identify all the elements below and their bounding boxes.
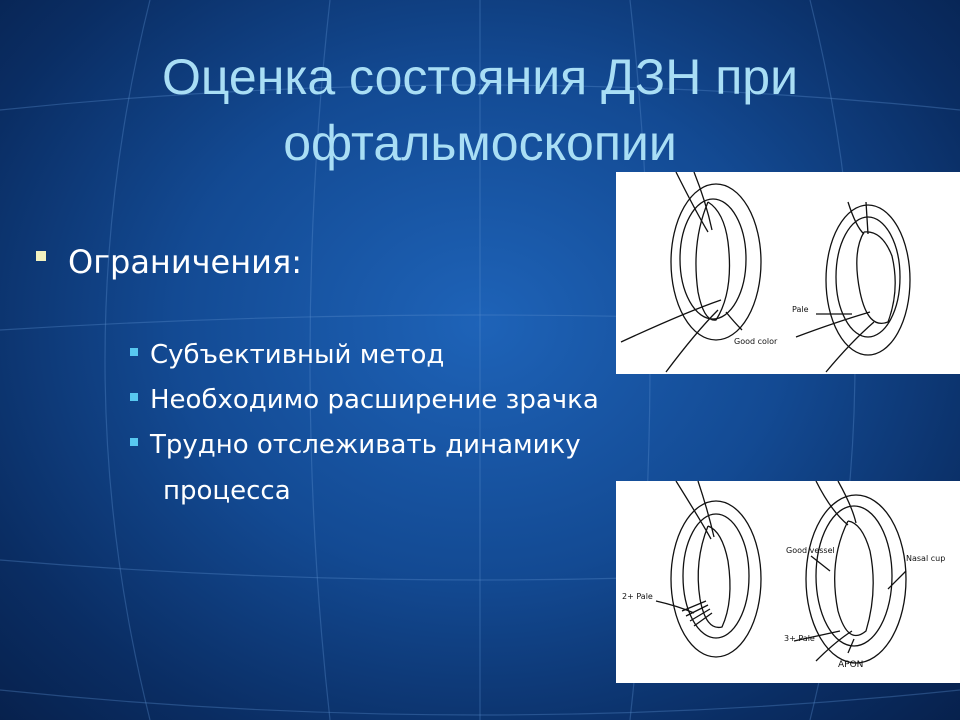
optic-disc-sketch-top xyxy=(616,172,960,374)
square-bullet-icon xyxy=(130,438,138,446)
square-bullet-icon xyxy=(130,393,138,401)
main-bullet-text: Ограничения: xyxy=(68,243,302,281)
annotation-2plus-pale: 2+ Pale xyxy=(622,592,653,601)
slide-title xyxy=(100,44,860,176)
sub-bullet-text: Трудно отслеживать динамику xyxy=(150,430,581,460)
sub-bullet-2 xyxy=(130,383,599,417)
title-line-1: Оценка состояния ДЗН при xyxy=(161,49,799,105)
sub-bullet-text: Субъективный метод xyxy=(150,340,445,370)
square-bullet-icon xyxy=(36,251,46,261)
annotation-3plus-pale: 3+ Pale xyxy=(784,634,815,643)
square-bullet-icon xyxy=(130,348,138,356)
annotation-good-vessel: Good vessel xyxy=(786,546,835,555)
sub-bullet-3-continuation: процесса xyxy=(163,476,291,506)
annotation-pale: Pale xyxy=(792,305,809,314)
sub-bullet-1 xyxy=(130,338,444,372)
annotation-nasal-cup: Nasal cup xyxy=(906,554,946,563)
sub-bullet-3 xyxy=(130,428,581,462)
sub-bullet-text: Необходимо расширение зрачка xyxy=(150,385,599,415)
annotation-apon: APON xyxy=(838,660,864,670)
optic-disc-sketch-bottom xyxy=(616,481,960,683)
annotation-good-color: Good color xyxy=(734,337,778,346)
main-bullet xyxy=(36,240,302,284)
title-line-2: офтальмоскопии xyxy=(283,115,677,171)
